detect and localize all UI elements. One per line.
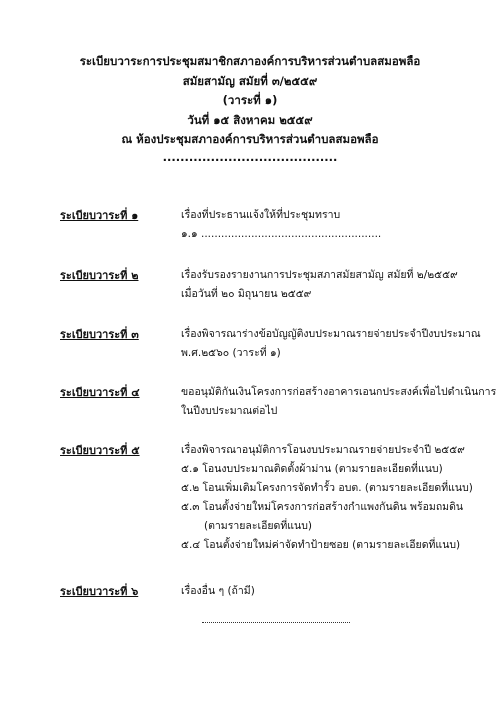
agenda-line: เรื่องอื่น ๆ (ถ้ามี) xyxy=(181,585,255,597)
agenda-subitem-continuation: (ตามรายละเอียดที่แนบ) xyxy=(204,520,312,532)
agenda-subitem: ๕.๒ โอนเพิ่มเติมโครงการจัดทำรั้ว อบต. (ตามรายละเอียดที่แนบ) xyxy=(181,482,473,494)
agenda-line: เรื่องพิจารณาร่างข้อบัญญัติงบประมาณรายจ่ายประจำปีงบประมาณ xyxy=(181,328,481,340)
agenda-content xyxy=(181,266,481,304)
agenda-subitem: ๕.๔ โอนตั้งจ่ายใหม่ค่าจัดทำป้ายซอย (ตามรายละเอียดที่แนบ) xyxy=(181,539,461,551)
agenda-line: ในปีงบประมาณต่อไป xyxy=(181,405,278,417)
agenda-label: ระเบียบวาระที่ ๒ xyxy=(60,269,139,282)
agenda-label: ระเบียบวาระที่ ๓ xyxy=(60,328,139,341)
agenda-label: ระเบียบวาระที่ ๖ xyxy=(60,585,139,598)
agenda-line: เมื่อวันที่ ๒๐ มิถุนายน ๒๕๕๙ xyxy=(181,288,312,300)
agenda-content xyxy=(181,206,481,244)
agenda-label: ระเบียบวาระที่ ๕ xyxy=(60,444,140,457)
header-session: สมัยสามัญ สมัยที่ ๓/๒๕๕๙ xyxy=(182,73,318,88)
agenda-line: พ.ศ.๒๕๖๐ (วาระที่ ๑) xyxy=(181,347,281,359)
closing-dotted-line xyxy=(202,622,350,623)
header-title: ระเบียบวาระการประชุมสมาชิกสภาองค์การบริหารส่วนตำบลสมอพลือ xyxy=(79,54,421,68)
agenda-label: ระเบียบวาระที่ ๑ xyxy=(60,209,139,222)
document-header xyxy=(0,52,500,164)
agenda-subitem: ๕.๓ โอนตั้งจ่ายใหม่โครงการก่อสร้างกำแพงกันดิน พร้อมถมดิน xyxy=(181,501,464,513)
agenda-subitem: ๕.๑ โอนงบประมาณติดตั้งผ้าม่าน (ตามรายละเอียดที่แนบ) xyxy=(181,463,443,475)
agenda-line: เรื่องรับรองรายงานการประชุมสภาสมัยสามัญ สมัยที่ ๒/๒๕๕๙ xyxy=(181,269,458,281)
header-date: วันที่ ๑๕ สิงหาคม ๒๕๕๙ xyxy=(187,112,313,127)
agenda-line: เรื่องพิจารณาอนุมัติการโอนงบประมาณรายจ่ายประจำปี ๒๕๕๙ xyxy=(181,444,465,456)
header-venue: ณ ห้องประชุมสภาองค์การบริหารส่วนตำบลสมอพลือ xyxy=(121,132,379,146)
agenda-line: เรื่องที่ประธานแจ้งให้ที่ประชุมทราบ xyxy=(181,209,341,221)
agenda-content xyxy=(181,441,481,555)
agenda-line: ๑.๑ ...................................................... xyxy=(181,228,382,240)
header-dotted-line: ........................................ xyxy=(162,149,338,164)
agenda-content xyxy=(181,383,497,421)
agenda-label: ระเบียบวาระที่ ๔ xyxy=(60,386,140,399)
header-reading: (วาระที่ ๑) xyxy=(222,93,278,107)
agenda-line: ขออนุมัติกันเงินโครงการก่อสร้างอาคารเอนกประสงค์เพื่อไปดำเนินการ xyxy=(181,386,497,398)
agenda-content xyxy=(181,325,481,363)
agenda-content xyxy=(181,582,481,601)
